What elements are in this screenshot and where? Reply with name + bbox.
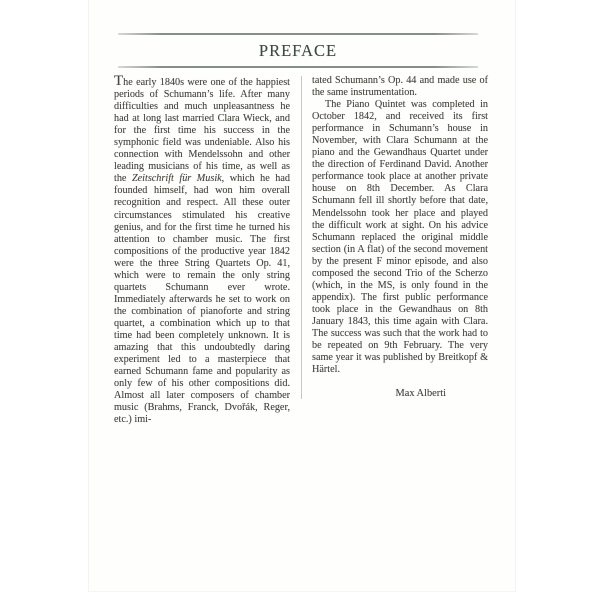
title-block <box>118 33 478 68</box>
paragraph: tated Schumann’s Op. 44 and made use of the same instrumentation. <box>312 75 488 99</box>
title-rule-bottom <box>118 66 478 68</box>
enlarged-initial: T <box>114 73 124 89</box>
body-columns <box>114 75 488 426</box>
paragraph: The early 1840s were one of the happiest periods of Schumann’s life. After many difficulties and much unpleasantness he had at long last married Clara Wieck, and for the first time his success in the symphonic field was undeniable. Also his connection with Mendelssohn and other leading musicians of his time, as well as the Zeitschrift für Musik, which he had founded himself, had won him overall recognition and respect. All these outer circumstances stimulated his creative genius, and for the first time he turned his attention to chamber music. The first compositions of the productive year 1842 were the three String Quartets Op. 41, which were to remain the only string quartets Schumann ever wrote. Immediately afterwards he set to work on the combination of pianoforte and string quartet, a combination which up to that time had been completely unknown. It is amazing that this undoubtedly daring experiment led to a masterpiece that earned Schumann fame and popularity as only few of his other compositions did. Almost all later composers of chamber music (Brahms, Franck, Dvořák, Reger, etc.) imi- <box>114 73 290 426</box>
column-divider <box>301 76 302 399</box>
paragraph: The Piano Quintet was completed in October 1842, and received its first performance in Schumann’s house in November, with Clara Schumann at the piano and the Gewandhaus Quartet under the direction of Ferdinand David. Another performance took place at another private house on 8th December. As Clara Schumann fell ill shortly before that date, Mendelssohn took her place and played the difficult work at sight. On his advice Schumann replaced the original middle section (in A flat) of the second movement by the present F minor episode, and also composed the second Trio of the Scherzo (which, in the MS, is only found in the appendix). The first public performance took place in the Gewandhaus on 8th January 1843, this time again with Clara. The success was such that the work had to be repeated on 9th February. The very same year it was published by Breitkopf & Härtel. <box>312 99 488 376</box>
column-right <box>312 75 488 426</box>
column-left <box>114 75 290 426</box>
signature: Max Alberti <box>395 388 446 400</box>
page-title: PREFACE <box>258 40 338 60</box>
